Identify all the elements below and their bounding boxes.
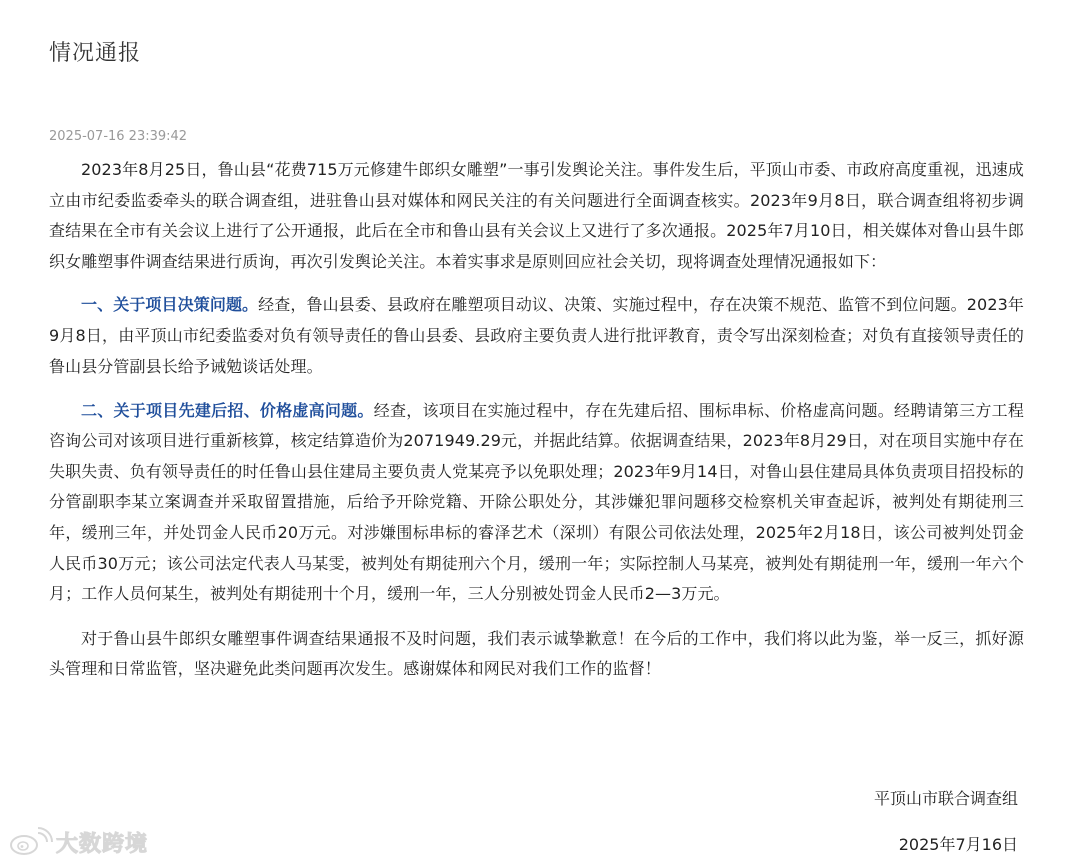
watermark-text: 大数跨境 <box>56 831 149 857</box>
section-2-heading: 二、关于项目先建后招、价格虚高问题。 <box>81 400 374 420</box>
section-1-paragraph <box>49 290 1024 382</box>
section-1-heading: 一、关于项目决策问题。 <box>81 295 259 315</box>
article-body <box>49 155 1024 699</box>
intro-paragraph: 2023年8月25日，鲁山县“花费715万元修建牛郎织女雕塑”一事引发舆论关注。事件发生后，平顶山市委、市政府高度重视，迅速成立由市纪委监委牵头的联合调查组，进驻鲁山县对媒体和网民关注的有关问题进行全面调查核实。2023年9月8日，联合调查组将初步调查结果在全市有关会议上进行了公开通报，此后在全市和鲁山县有关会议上又进行了多次通报。2025年7月10日，相关媒体对鲁山县牛郎织女雕塑事件调查结果进行质询，再次引发舆论关注。本着实事求是原则回应社会关切，现将调查处理情况通报如下： <box>49 160 1024 271</box>
watermark <box>8 826 148 858</box>
weibo-logo-icon <box>8 827 54 857</box>
page-title: 情况通报 <box>49 41 142 66</box>
publish-timestamp: 2025-07-16 23:39:42 <box>49 129 188 144</box>
section-1-body: 经查，鲁山县委、县政府在雕塑项目动议、决策、实施过程中，存在决策不规范、监管不到位问题。2023年9月8日，由平顶山市纪委监委对负有领导责任的鲁山县委、县政府主要负责人进行批评教育，责令写出深刻检查；对负有直接领导责任的鲁山县分管副县长给予诫勉谈话处理。 <box>49 295 1024 376</box>
closing-paragraph: 对于鲁山县牛郎织女雕塑事件调查结果通报不及时问题，我们表示诚挚歉意！在今后的工作中，我们将以此为鉴，举一反三，抓好源头管理和日常监管，坚决避免此类问题再次发生。感谢媒体和网民对我们工作的监督！ <box>49 628 1024 679</box>
section-2-paragraph <box>49 396 1024 610</box>
section-2-body: 经查，该项目在实施过程中，存在先建后招、围标串标、价格虚高问题。经聘请第三方工程咨询公司对该项目进行重新核算，核定结算造价为2071949.29元，并据此结算。依据调查结果，2023年8月29日，对在项目实施中存在失职失责、负有领导责任的时任鲁山县住建局主要负责人党某亮予以免职处理；2023年9月14日，对鲁山县住建局具体负责项目招投标的分管副职李某立案调查并采取留置措施，后给予开除党籍、开除公职处分，其涉嫌犯罪问题移交检察机关审查起诉，被判处有期徒刑三年，缓刑三年，并处罚金人民币20万元。对涉嫌围标串标的睿泽艺术（深圳）有限公司依法处理，2025年2月18日，该公司被判处罚金人民币30万元；该公司法定代表人马某雯，被判处有期徒刑六个月，缓刑一年；实际控制人马某亮，被判处有期徒刑一年，缓刑一年六个月；工作人员何某生，被判处有期徒刑十个月，缓刑一年，三人分别被处罚金人民币2—3万元。 <box>49 400 1024 604</box>
signature-org: 平顶山市联合调查组 <box>873 789 1018 808</box>
signature-date: 2025年7月16日 <box>898 835 1018 854</box>
